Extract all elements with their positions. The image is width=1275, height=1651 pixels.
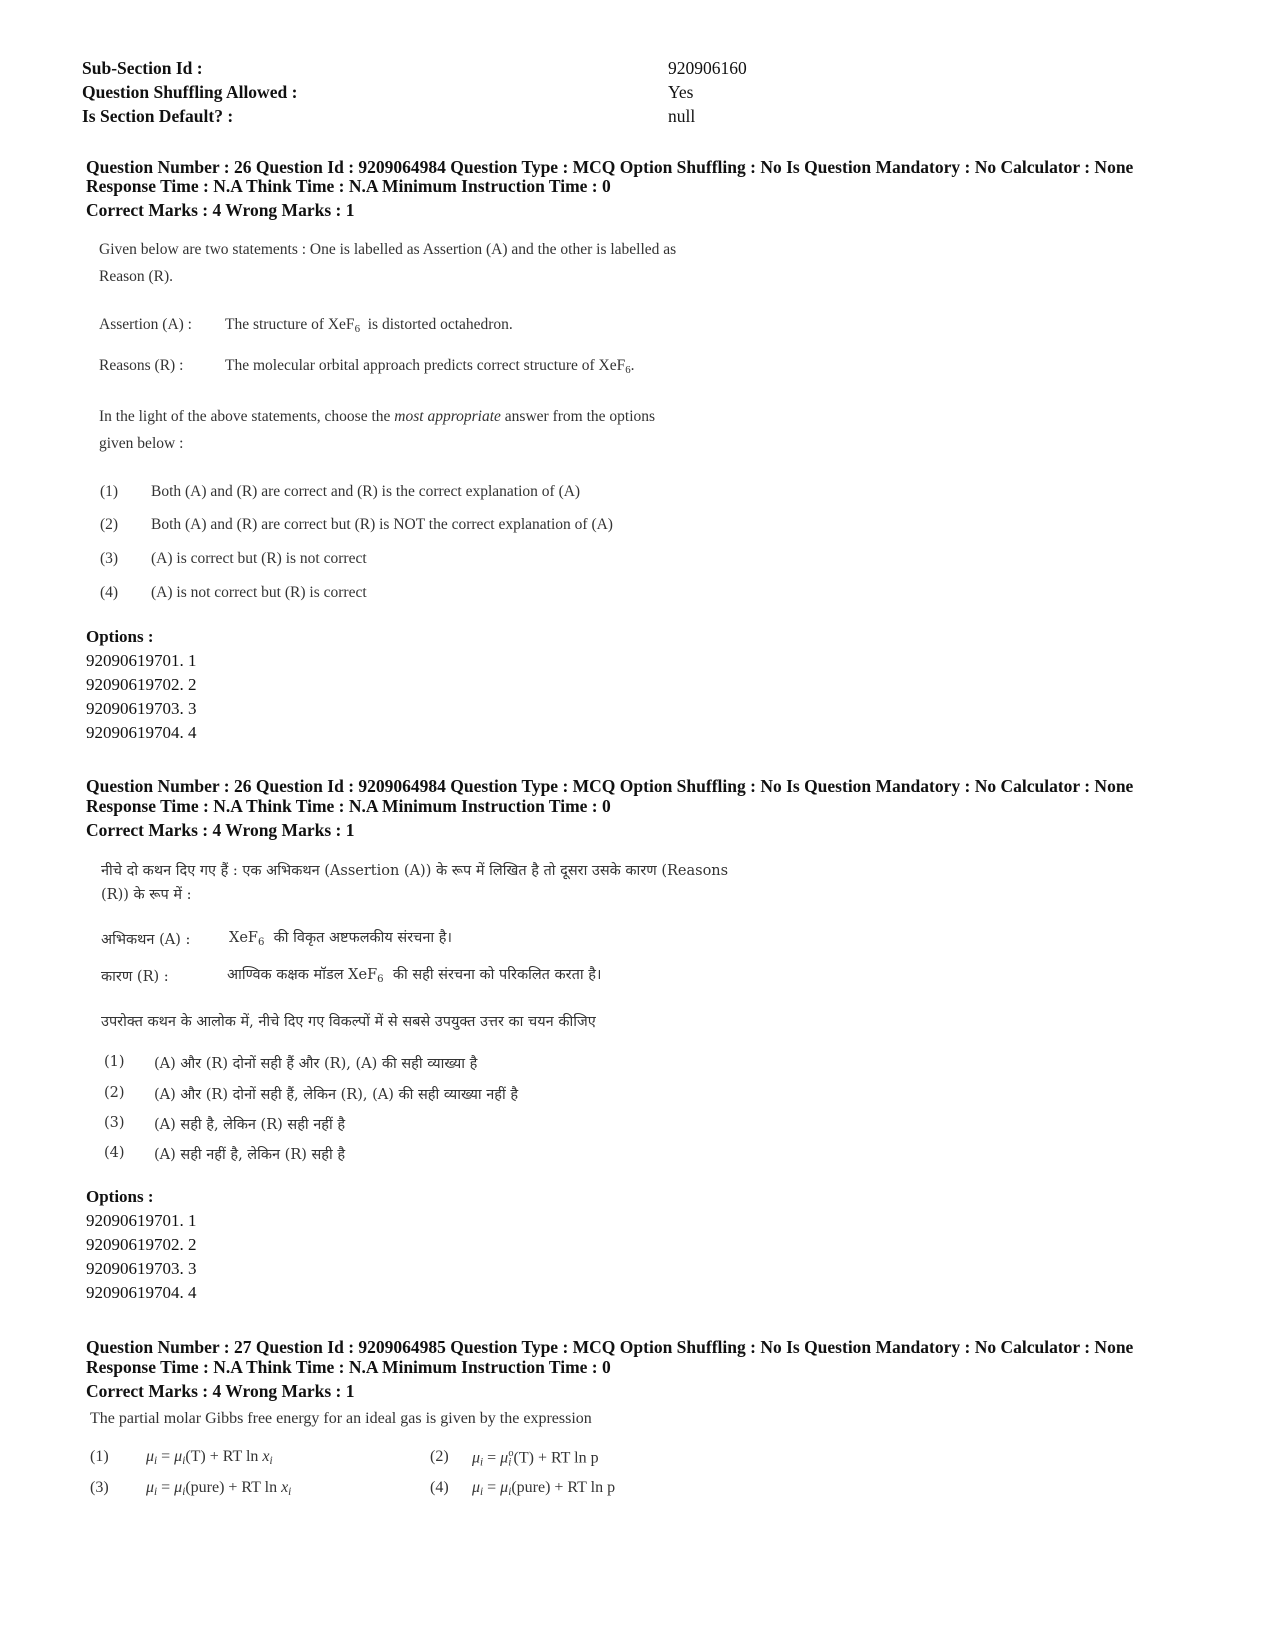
choice-text: (A) is correct but (R) is not correct (151, 550, 367, 567)
instruction-line-cont: given below : (99, 435, 184, 452)
question-timing: Response Time : N.A Think Time : N.A Minimum Instruction Time : 0 (86, 796, 611, 816)
choice-text: (A) सही नहीं है, लेकिन (R) सही है (154, 1147, 346, 1163)
options-label: Options : (86, 627, 154, 646)
reason-text: The molecular orbital approach predicts correct structure of XeF$_6$. (225, 357, 635, 376)
choice-formula: $\mu_i$ = $\mu_i(pure)$ + RT $\ln x_i$ (146, 1479, 292, 1498)
question-header: Question Number : 26 Question Id : 9209064984 Question Type : MCQ Option Shuffling : No Is Question Mandatory : No Calculator : None (86, 776, 1134, 796)
choice-number: (2) (104, 1085, 125, 1101)
reason-text: आण्विक कक्षक मॉडल XeF$_6$ की सही संरचना को परिकलित करता है। (227, 967, 602, 985)
option-id: 92090619702. 2 (86, 675, 197, 694)
option-id: 92090619701. 1 (86, 651, 197, 670)
choice-number: (4) (104, 1145, 125, 1161)
shuffling-value: Yes (668, 82, 694, 102)
section-default-label: Is Section Default? : (82, 106, 234, 126)
question-intro: नीचे दो कथन दिए गए हैं : एक अभिकथन (Assertion (A)) के रूप में लिखित है तो दूसरा उसके कारण (Reasons (101, 863, 729, 879)
assertion-label: अभिकथन (A) : (101, 932, 191, 948)
choice-formula: $\mu_i = \mu_i(T)$ + RT $\ln x_i$ (146, 1448, 273, 1467)
section-default-value: null (668, 106, 696, 126)
question-marks: Correct Marks : 4 Wrong Marks : 1 (86, 1381, 355, 1401)
option-id: 92090619701. 1 (86, 1211, 197, 1230)
choice-number: (3) (104, 1115, 125, 1131)
choice-text: (A) और (R) दोनों सही हैं और (R), (A) की सही व्याख्या है (154, 1056, 478, 1072)
reason-label: कारण (R) : (101, 969, 169, 985)
choice-number: (1) (104, 1054, 125, 1070)
question-marks: Correct Marks : 4 Wrong Marks : 1 (86, 200, 355, 220)
instruction-line: उपरोक्त कथन के आलोक में, नीचे दिए गए विकल्पों में से सबसे उपयुक्त उत्तर का चयन कीजिए (101, 1014, 596, 1030)
question-header: Question Number : 27 Question Id : 9209064985 Question Type : MCQ Option Shuffling : No Is Question Mandatory : No Calculator : None (86, 1337, 1134, 1357)
question-timing: Response Time : N.A Think Time : N.A Minimum Instruction Time : 0 (86, 1357, 611, 1377)
choice-text: (A) और (R) दोनों सही हैं, लेकिन (R), (A) की सही व्याख्या नहीं है (154, 1087, 519, 1103)
option-id: 92090619703. 3 (86, 699, 197, 718)
assertion-label: Assertion (A) : (99, 316, 192, 333)
question-intro: Given below are two statements : One is labelled as Assertion (A) and the other is labelled as (99, 241, 677, 258)
instruction-line: In the light of the above statements, choose the most appropriate answer from the options (99, 408, 656, 425)
sub-section-value: 920906160 (668, 58, 747, 78)
reason-label: Reasons (R) : (99, 357, 184, 374)
sub-section-label: Sub-Section Id : (82, 58, 203, 78)
choice-number: (2) (430, 1448, 449, 1465)
shuffling-label: Question Shuffling Allowed : (82, 82, 298, 102)
option-id: 92090619704. 4 (86, 1283, 197, 1302)
choice-number: (2) (100, 516, 119, 533)
question-stem: The partial molar Gibbs free energy for an ideal gas is given by the expression (90, 1410, 592, 1427)
question-intro-cont: Reason (R). (99, 268, 174, 285)
choice-number: (4) (430, 1479, 449, 1496)
question-intro-cont: (R)) के रूप में : (101, 887, 192, 903)
option-id: 92090619704. 4 (86, 723, 197, 742)
choice-text: (A) is not correct but (R) is correct (151, 584, 367, 601)
question-header: Question Number : 26 Question Id : 9209064984 Question Type : MCQ Option Shuffling : No Is Question Mandatory : No Calculator : None (86, 157, 1134, 177)
choice-number: (4) (100, 584, 119, 601)
question-marks: Correct Marks : 4 Wrong Marks : 1 (86, 820, 355, 840)
choice-number: (3) (100, 550, 119, 567)
question-timing: Response Time : N.A Think Time : N.A Minimum Instruction Time : 0 (86, 176, 611, 196)
choice-number: (1) (90, 1448, 109, 1465)
choice-text: (A) सही है, लेकिन (R) सही नहीं है (154, 1117, 346, 1133)
choice-formula: $\mu_i$ = $\mu_i(pure)$ + RT ln p (472, 1479, 616, 1498)
options-label: Options : (86, 1187, 154, 1206)
option-id: 92090619703. 3 (86, 1259, 197, 1278)
assertion-text: XeF$_6$ की विकृत अष्टफलकीय संरचना है। (229, 930, 452, 948)
choice-text: Both (A) and (R) are correct and (R) is the correct explanation of (A) (151, 483, 581, 500)
choice-text: Both (A) and (R) are correct but (R) is NOT the correct explanation of (A) (151, 516, 613, 533)
option-id: 92090619702. 2 (86, 1235, 197, 1254)
assertion-text: The structure of XeF$_6$ is distorted octahedron. (225, 316, 513, 335)
choice-number: (1) (100, 483, 119, 500)
choice-number: (3) (90, 1479, 109, 1496)
choice-formula: $\mu_i = \mu_i^o(T)$ + RT ln p (472, 1448, 599, 1469)
